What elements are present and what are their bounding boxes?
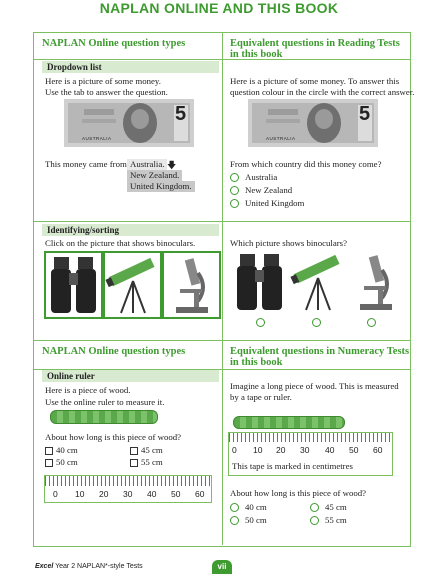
ruler-tick-label: 40 [147, 489, 157, 499]
ruler-tick-label: 20 [99, 489, 109, 499]
radio-binoculars[interactable] [256, 318, 265, 327]
binoculars-icon [46, 253, 101, 317]
row-divider [33, 59, 410, 60]
reading-money-intro-1: Here is a picture of some money. To answer this [230, 76, 400, 86]
ruler-tick-label: 30 [123, 489, 133, 499]
ruler-tick-label: 50 [171, 489, 181, 499]
option-label: 40 cm [245, 502, 267, 512]
option-label: United Kingdom [245, 198, 305, 208]
microscope-icon [164, 253, 219, 317]
dropdown-option-united-kingdom[interactable]: United Kingdom. [127, 181, 195, 192]
checkbox-icon[interactable] [130, 447, 138, 455]
banknote-value: 5 [175, 103, 187, 125]
dropdown-intro-1: Here is a picture of some money. [45, 76, 161, 86]
dropdown-option-australia[interactable]: Australia. [127, 159, 167, 170]
banknote-country: AUSTRALIA [82, 136, 112, 141]
ruler-intro-2: Use the online ruler to measure it. [45, 397, 165, 407]
dropdown-arrow-icon[interactable]: 🡇 [167, 160, 177, 170]
binoculars-icon [232, 250, 287, 314]
option-label: Australia [245, 172, 278, 182]
reading-money-intro-2: question colour in the circle with the correct answer. [230, 87, 415, 97]
reading-option-australia[interactable] [230, 172, 277, 183]
microscope-icon [348, 250, 403, 314]
tape-tick-label: 0 [232, 445, 237, 455]
dropdown-question: This money came from [45, 159, 127, 169]
header-right-top-l2: in this book [230, 49, 283, 60]
reading-option-united-kingdom[interactable] [230, 198, 304, 209]
radio-icon[interactable] [230, 516, 239, 525]
ruler-option-45[interactable] [130, 445, 163, 456]
sorting-instruction: Click on the picture that shows binoculars. [45, 238, 196, 248]
page-number: vii [212, 560, 232, 574]
tab-dropdown-list: Dropdown list [42, 61, 219, 73]
banknote-image [64, 99, 194, 147]
header-left-mid: NAPLAN Online question types [42, 346, 186, 357]
column-divider [222, 32, 223, 545]
ruler-option-55[interactable] [130, 457, 163, 468]
header-left-top: NAPLAN Online question types [42, 38, 186, 49]
reading-money-question: From which country did this money come? [230, 159, 382, 169]
row-divider [33, 221, 410, 222]
tape-tick-label: 30 [300, 445, 310, 455]
numeracy-option-45[interactable] [310, 502, 347, 513]
page-title: NAPLAN ONLINE AND THIS BOOK [99, 0, 339, 16]
option-label: 55 cm [325, 515, 347, 525]
centimetre-tape [228, 432, 393, 476]
telescope-picture[interactable] [103, 251, 162, 319]
radio-icon[interactable] [310, 503, 319, 512]
footer-text: Year 2 NAPLAN*-style Tests [53, 563, 143, 570]
dropdown-option-new-zealand[interactable]: New Zealand. [127, 170, 182, 181]
tape-tick-label: 20 [276, 445, 286, 455]
numeracy-option-55[interactable] [310, 515, 347, 526]
numeracy-option-40[interactable] [230, 502, 267, 513]
online-ruler[interactable] [44, 475, 212, 503]
numeracy-question: About how long is this piece of wood? [230, 488, 367, 498]
tab-online-ruler: Online ruler [42, 370, 219, 382]
wood-piece-numeracy [233, 416, 345, 429]
telescope-icon [290, 250, 345, 314]
ruler-option-50[interactable] [45, 457, 78, 468]
ruler-tick-label: 10 [75, 489, 85, 499]
header-right-mid-l1: Equivalent questions in Numeracy Tests [230, 346, 410, 357]
footer-brand: Excel [35, 563, 54, 570]
option-label: 40 cm [56, 445, 78, 455]
tape-tick-label: 60 [373, 445, 383, 455]
radio-icon[interactable] [230, 199, 239, 208]
numeracy-option-50[interactable] [230, 515, 267, 526]
tape-tick-label: 10 [253, 445, 263, 455]
ruler-option-40[interactable] [45, 445, 78, 456]
option-label: 55 cm [141, 457, 163, 467]
banknote-image-reading [248, 99, 378, 147]
checkbox-icon[interactable] [130, 459, 138, 467]
radio-microscope[interactable] [367, 318, 376, 327]
checkbox-icon[interactable] [45, 447, 53, 455]
tape-caption: This tape is marked in centimetres [232, 461, 353, 471]
checkbox-icon[interactable] [45, 459, 53, 467]
wood-piece [50, 410, 158, 424]
header-right-mid-l2: in this book [230, 357, 283, 368]
radio-telescope[interactable] [312, 318, 321, 327]
ruler-intro-1: Here is a piece of wood. [45, 385, 131, 395]
option-label: 50 cm [56, 457, 78, 467]
radio-icon[interactable] [230, 173, 239, 182]
header-right-top-l1: Equivalent questions in Reading Tests [230, 38, 400, 49]
ruler-tick-label: 0 [53, 489, 58, 499]
option-label: 45 cm [325, 502, 347, 512]
option-label: New Zealand [245, 185, 293, 195]
row-divider [33, 340, 410, 341]
option-label: 50 cm [245, 515, 267, 525]
radio-icon[interactable] [310, 516, 319, 525]
tape-tick-label: 50 [349, 445, 359, 455]
dropdown-intro-2: Use the tab to answer the question. [45, 87, 168, 97]
sorting-question: Which picture shows binoculars? [230, 238, 348, 248]
reading-option-new-zealand[interactable] [230, 185, 292, 196]
banknote-country-reading: AUSTRALIA [266, 136, 296, 141]
option-label: 45 cm [141, 445, 163, 455]
radio-icon[interactable] [230, 186, 239, 195]
banknote-value-reading: 5 [359, 103, 371, 125]
microscope-picture[interactable] [162, 251, 221, 319]
ruler-question: About how long is this piece of wood? [45, 432, 182, 442]
footer [35, 563, 143, 570]
ruler-tick-label: 60 [195, 489, 205, 499]
numeracy-intro-2: by a tape or ruler. [230, 392, 292, 402]
tape-tick-label: 40 [325, 445, 335, 455]
numeracy-intro-1: Imagine a long piece of wood. This is measured [230, 381, 399, 391]
tab-identifying-sorting: Identifying/sorting [42, 224, 219, 236]
radio-icon[interactable] [230, 503, 239, 512]
telescope-icon [105, 253, 160, 317]
binoculars-picture[interactable] [44, 251, 103, 319]
